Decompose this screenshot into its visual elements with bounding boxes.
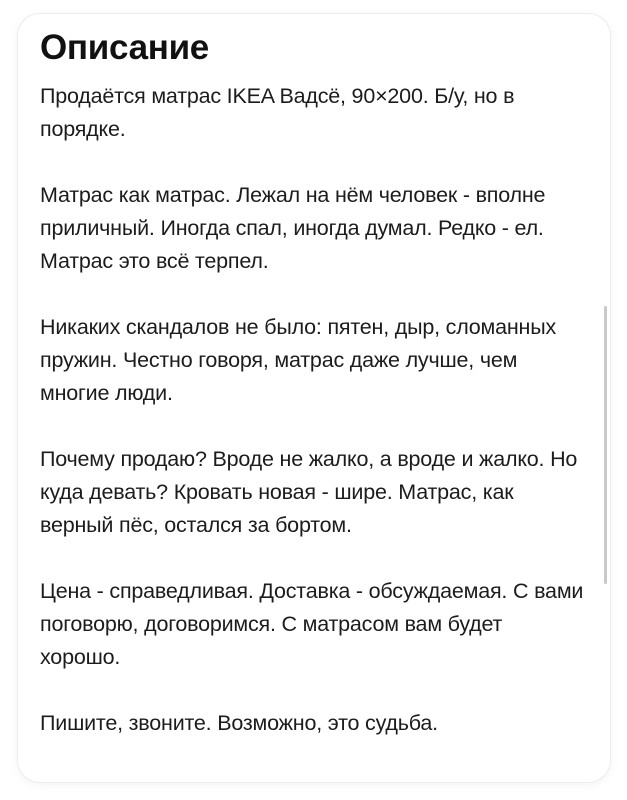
description-paragraph: Почему продаю? Вроде не жалко, а вроде и жалко. Но куда девать? Кровать новая - шире. Матрас, как верный пёс, остался за бортом. xyxy=(40,447,578,537)
description-paragraph: Продаётся матрас IKEA Вадсё, 90×200. Б/у, но в порядке. xyxy=(40,84,515,141)
section-title: Описание xyxy=(40,28,209,67)
description-paragraph: Пишите, звоните. Возможно, это судьба. xyxy=(40,711,438,735)
description-paragraph: Цена - справедливая. Доставка - обсуждаемая. С вами поговорю, договоримся. С матрасом вам будет хорошо. xyxy=(40,579,584,669)
description-paragraph: Никаких скандалов не было: пятен, дыр, сломанных пружин. Честно говоря, матрас даже лучше, чем многие люди. xyxy=(40,315,557,405)
description-text xyxy=(40,80,586,740)
scrollbar-thumb[interactable] xyxy=(604,306,607,584)
description-paragraph: Матрас как матрас. Лежал на нём человек - вполне приличный. Иногда спал, иногда думал. Редко - ел. Матрас это всё терпел. xyxy=(40,183,546,273)
description-card xyxy=(18,14,610,782)
